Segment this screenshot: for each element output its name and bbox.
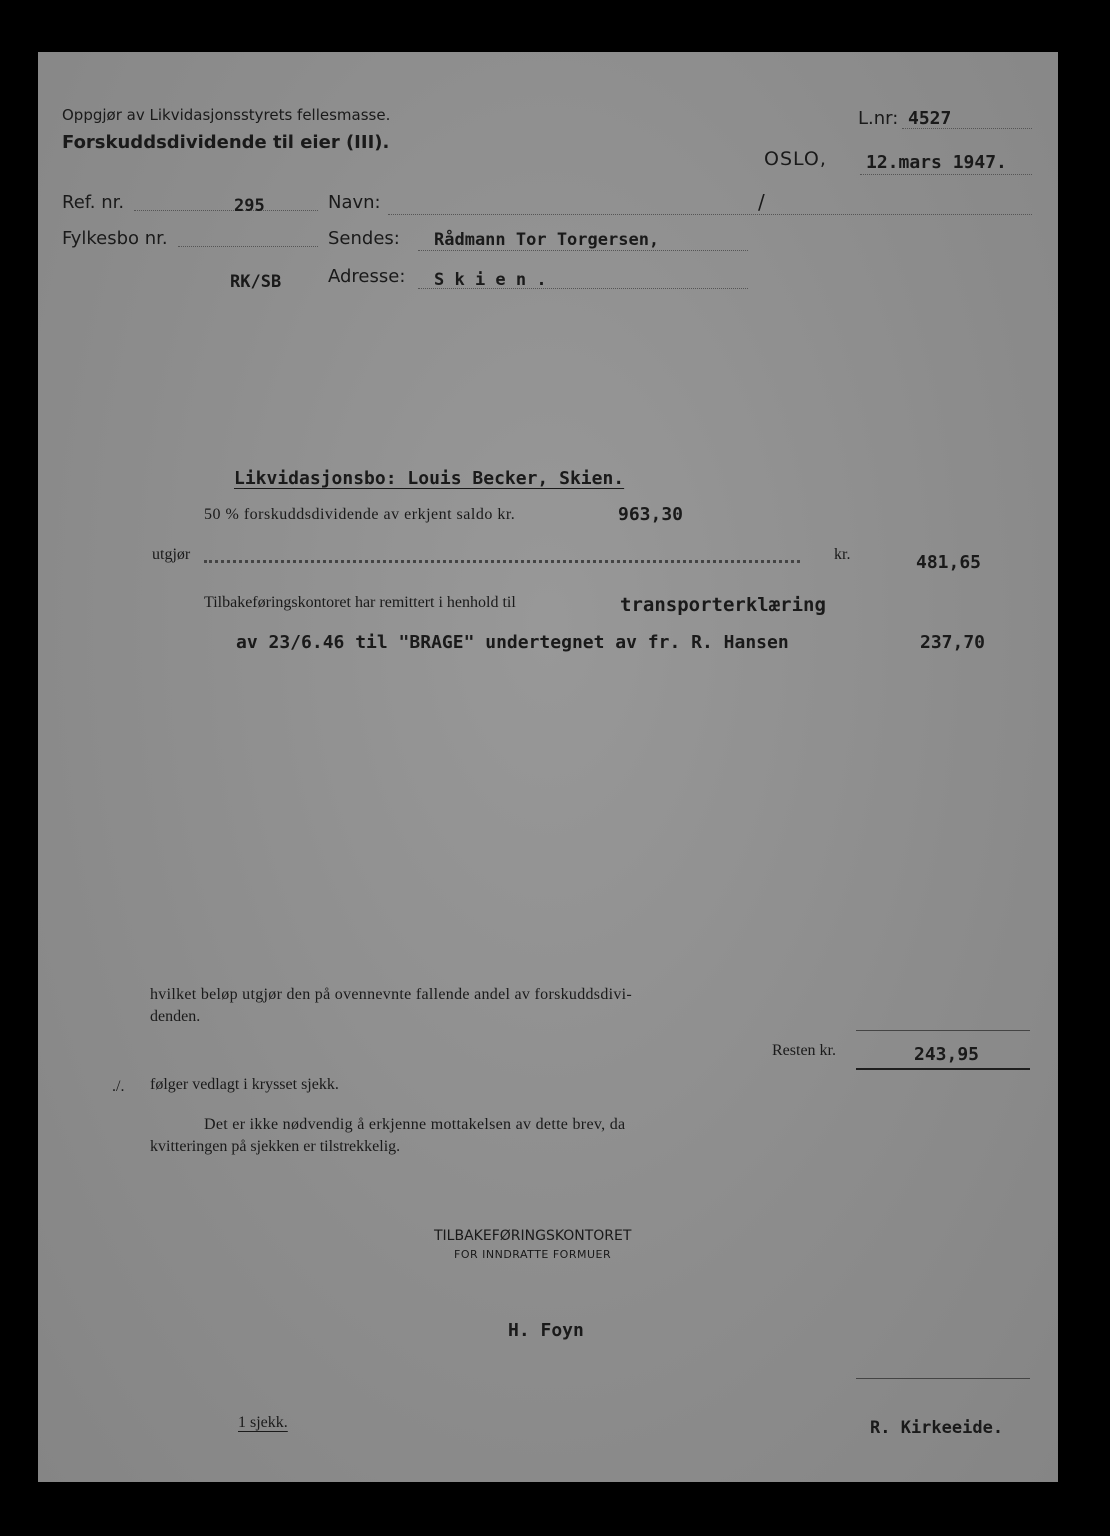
fylkesbo-nr-label: Fylkesbo nr. (62, 228, 168, 249)
percent-text: 50 % forskuddsdividende av erkjent saldo kr. (204, 506, 516, 523)
header-subtitle: Forskuddsdividende til eier (III). (62, 132, 390, 153)
note-line-1: Det er ikke nødvendig å erkjenne mottakelsen av dette brev, da (204, 1116, 626, 1133)
second-signer-name: R. Kirkeeide. (870, 1418, 1004, 1438)
share-line-2: denden. (150, 1008, 201, 1025)
lnr-value: 4527 (908, 108, 952, 129)
utgjor-dotted-line (204, 560, 800, 563)
office-subtitle: FOR INNDRATTE FORMUER (454, 1248, 612, 1261)
check-mark: ./. (112, 1078, 125, 1095)
fylkesbo-dotted-line (178, 246, 318, 247)
share-line-1: hvilket beløp utgjør den på ovennevnte fallende andel av forskuddsdivi- (150, 986, 633, 1003)
saldo-amount: 963,30 (618, 504, 684, 525)
note-line-2: kvitteringen på sjekken er tilstrekkelig. (150, 1138, 401, 1155)
utgjor-kr-label: kr. (834, 546, 851, 563)
lnr-label: L.nr: (858, 108, 899, 129)
adresse-dotted-line (418, 288, 748, 289)
sendes-value: Rådmann Tor Torgersen, (434, 230, 660, 250)
utgjor-label: utgjør (152, 546, 191, 563)
utgjor-amount: 481,65 (916, 552, 982, 573)
enclosure-note: 1 sjekk. (238, 1414, 288, 1431)
resten-underline (856, 1068, 1030, 1070)
office-name: TILBAKEFØRINGSKONTORET (434, 1228, 632, 1244)
document-page (38, 52, 1058, 1482)
sendes-dotted-line (418, 250, 748, 251)
transfer-typed-word: transporterklæring (620, 594, 826, 616)
letter-date: 12.mars 1947. (866, 152, 1007, 173)
ref-nr-label: Ref. nr. (62, 192, 125, 213)
date-dotted-line (860, 174, 1032, 175)
transfer-details: av 23/6.46 til "BRAGE" undertegnet av fr. R. Hansen (236, 632, 789, 653)
header-title: Oppgjør av Likvidasjonsstyrets fellesmasse. (62, 106, 391, 124)
resten-top-line (856, 1030, 1030, 1031)
signer-name: H. Foyn (508, 1320, 584, 1341)
place-label: OSLO, (764, 148, 827, 170)
navn-label: Navn: (328, 192, 381, 213)
estate-title: Likvidasjonsbo: Louis Becker, Skien. (234, 468, 625, 489)
adresse-value: S k i e n . (434, 270, 547, 290)
resten-amount: 243,95 (914, 1044, 980, 1065)
lnr-dotted-line (902, 128, 1032, 129)
adresse-label: Adresse: (328, 266, 406, 287)
sendes-label: Sendes: (328, 228, 400, 249)
ref-nr-value: 295 (234, 196, 265, 216)
transfer-amount: 237,70 (920, 632, 986, 653)
resten-label: Resten kr. (772, 1042, 836, 1059)
navn-dotted-line (388, 214, 1032, 215)
second-signature-line (856, 1378, 1030, 1379)
ref-nr-dotted-line (134, 210, 318, 211)
transfer-prefix: Tilbakeføringskontoret har remittert i henhold til (204, 594, 516, 611)
navn-value: / (758, 190, 765, 214)
reference-initials: RK/SB (230, 272, 282, 292)
check-text: følger vedlagt i krysset sjekk. (150, 1076, 339, 1093)
